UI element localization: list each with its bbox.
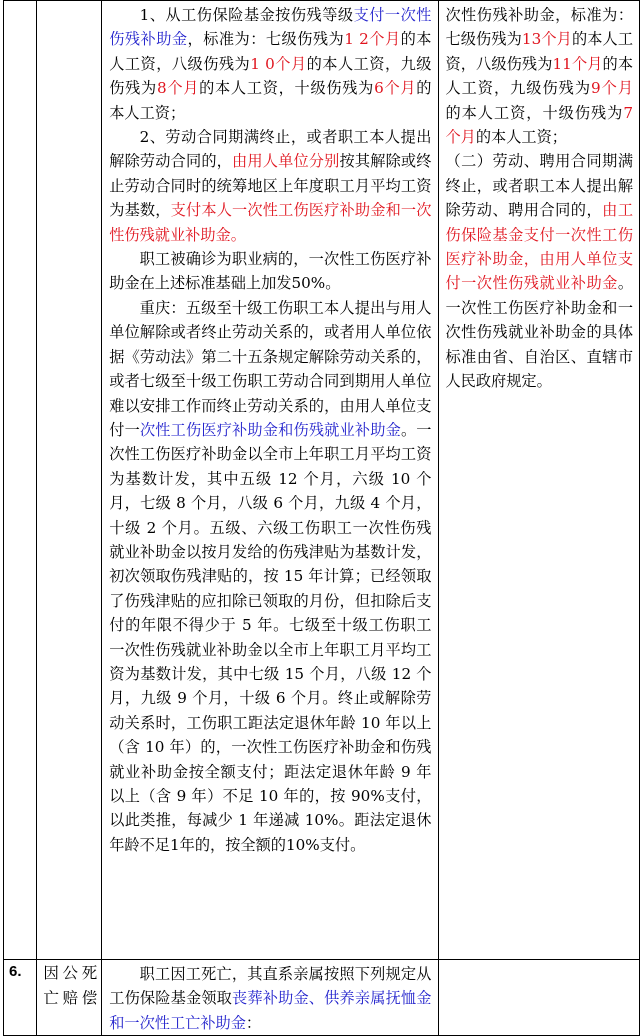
row-index: 6. [9, 963, 22, 980]
paragraph [109, 962, 431, 1035]
new-provision-cell [439, 1, 640, 960]
text-run: 职工被确诊为职业病的，一次性工伤医疗补助金在上述标准基础上加发50%。 [109, 250, 432, 293]
text-run: 。一次性工伤医疗补助金以全市上年职工月平均工资为基数计发，其中五级 12 个月，六级 10 个月，七级 8 个月，八级 6 个月，九级 4 个月，十级 2 个月。五级、六级工伤职工一次性伤残就业补助金以按月发给的伤残津贴为基数计发，初次领取伤残津贴的，按 15 年计算；已经领取了伤残津贴的应扣除已领取的月份，但扣除后支付的年限不得少于 5 年。七级至十级工伤职工一次性伤残就业补助金以全市上年职工月平均工资为基数计发，其中七级 15 个月，八级 12 个月，九级 9 个月，十级 6 个月。终止或解除劳动关系时，工伤职工距法定退休年龄 10 年以上（含 10 年）的，一次性工伤医疗补助金和伤残就业补助金按全额支付；距法定退休年龄 9 年以上（含 9 年）不足 10 年的，按 90%支付，以此类推，每减少 1 年递减 10%。距法定退休年龄不足1年的，按全额的10%支付。 [109, 420, 432, 854]
highlight-blue-text: 次性工伤医疗补助金和伤残就业补助金 [139, 420, 401, 439]
text-run: ： [245, 1013, 262, 1032]
highlight-blue-text: 丧葬补助金、供养亲属抚恤金和一次性工亡补助金 [109, 989, 432, 1032]
paragraph [445, 149, 633, 393]
highlight-red-text: 9个月 [591, 79, 634, 98]
index-cell [4, 1, 37, 960]
text-run: 的本人工资，九级伤残为 [445, 54, 634, 98]
table-row [4, 960, 640, 1036]
highlight-red-text: 1 2个月 [344, 30, 401, 49]
text-run: 按其解除或终止劳动合同时的统筹地区上年度职工月平均工资为基数， [109, 152, 432, 220]
highlight-red-text: 6个月 [374, 79, 417, 98]
current-provision-cell [102, 1, 439, 960]
text-run: 1、从工伤保险基金按伤残等级 [139, 6, 354, 24]
text-run: 的本人工资； [475, 128, 567, 147]
chongqing-paragraph [109, 296, 431, 857]
text-run: 的本人工资，十级伤残为 [445, 103, 624, 122]
table-row [4, 1, 640, 960]
text-run: 的本人工资； [109, 79, 432, 122]
new-provision-cell [439, 960, 640, 1036]
text-run: ，标准为：七级伤残为 [187, 30, 345, 49]
text-run: 的本人工资，八级伤残为 [445, 30, 634, 73]
text-run: 的本人工资，九级伤残为 [109, 54, 432, 98]
paragraph [109, 247, 431, 296]
highlight-red-text: 7个月 [445, 103, 633, 147]
highlight-red-text: 8个月 [156, 79, 200, 98]
text-run: 重庆：五级至十级工伤职工本人提出与用人单位解除或者终止劳动关系的，或者用人单位依据《劳动法》第二十五条规定解除劳动关系的，或者七级至十级工伤职工劳动合同到期用人单位难以安排工作而终止劳动关系的，由用人单位支付一 [109, 298, 432, 439]
text-run: （二）劳动、聘用合同期满终止，或者职工本人提出解除劳动、聘用合同的， [445, 152, 633, 220]
category-cell [37, 960, 102, 1036]
paragraph [109, 3, 431, 125]
row-category: 因公死亡赔偿 [43, 964, 98, 1007]
current-provision-cell [102, 960, 439, 1036]
highlight-red-text: 由用人单位分别 [232, 152, 340, 171]
text-run: 。一次性工伤医疗补助金和一次性伤残就业补助金的具体标准由省、自治区、直辖市人民政府规定。 [445, 274, 633, 391]
text-run: 职工因工死亡，其直系亲属按照下列规定从工伤保险基金领取 [109, 965, 432, 1008]
highlight-red-text: 13个月 [521, 30, 572, 49]
highlight-blue-text: 支付一次性伤残补助金 [109, 6, 432, 49]
comparison-table [3, 0, 640, 1036]
index-cell [4, 960, 37, 1036]
text-run: 的本人工资，十级伤残为 [199, 79, 375, 98]
highlight-red-text: 支付本人一次性工伤医疗补助金和一次性伤残就业补助金。 [109, 201, 432, 244]
text-run: 2、劳动合同期满终止，或者职工本人提出解除劳动合同的， [109, 128, 432, 171]
paragraph [445, 3, 633, 149]
category-cell [37, 1, 102, 960]
text-run: 的本人工资，八级伤残为 [109, 30, 432, 73]
highlight-red-text: 1 0个月 [250, 54, 307, 73]
highlight-red-text: 由工伤保险基金支付一次性工伤医疗补助金，由用人单位支付一次性伤残就业补助金 [445, 201, 634, 293]
highlight-red-text: 11个月 [552, 54, 603, 73]
paragraph [109, 125, 431, 247]
text-run: 次性伤残补助金，标准为：七级伤残为 [445, 6, 633, 49]
